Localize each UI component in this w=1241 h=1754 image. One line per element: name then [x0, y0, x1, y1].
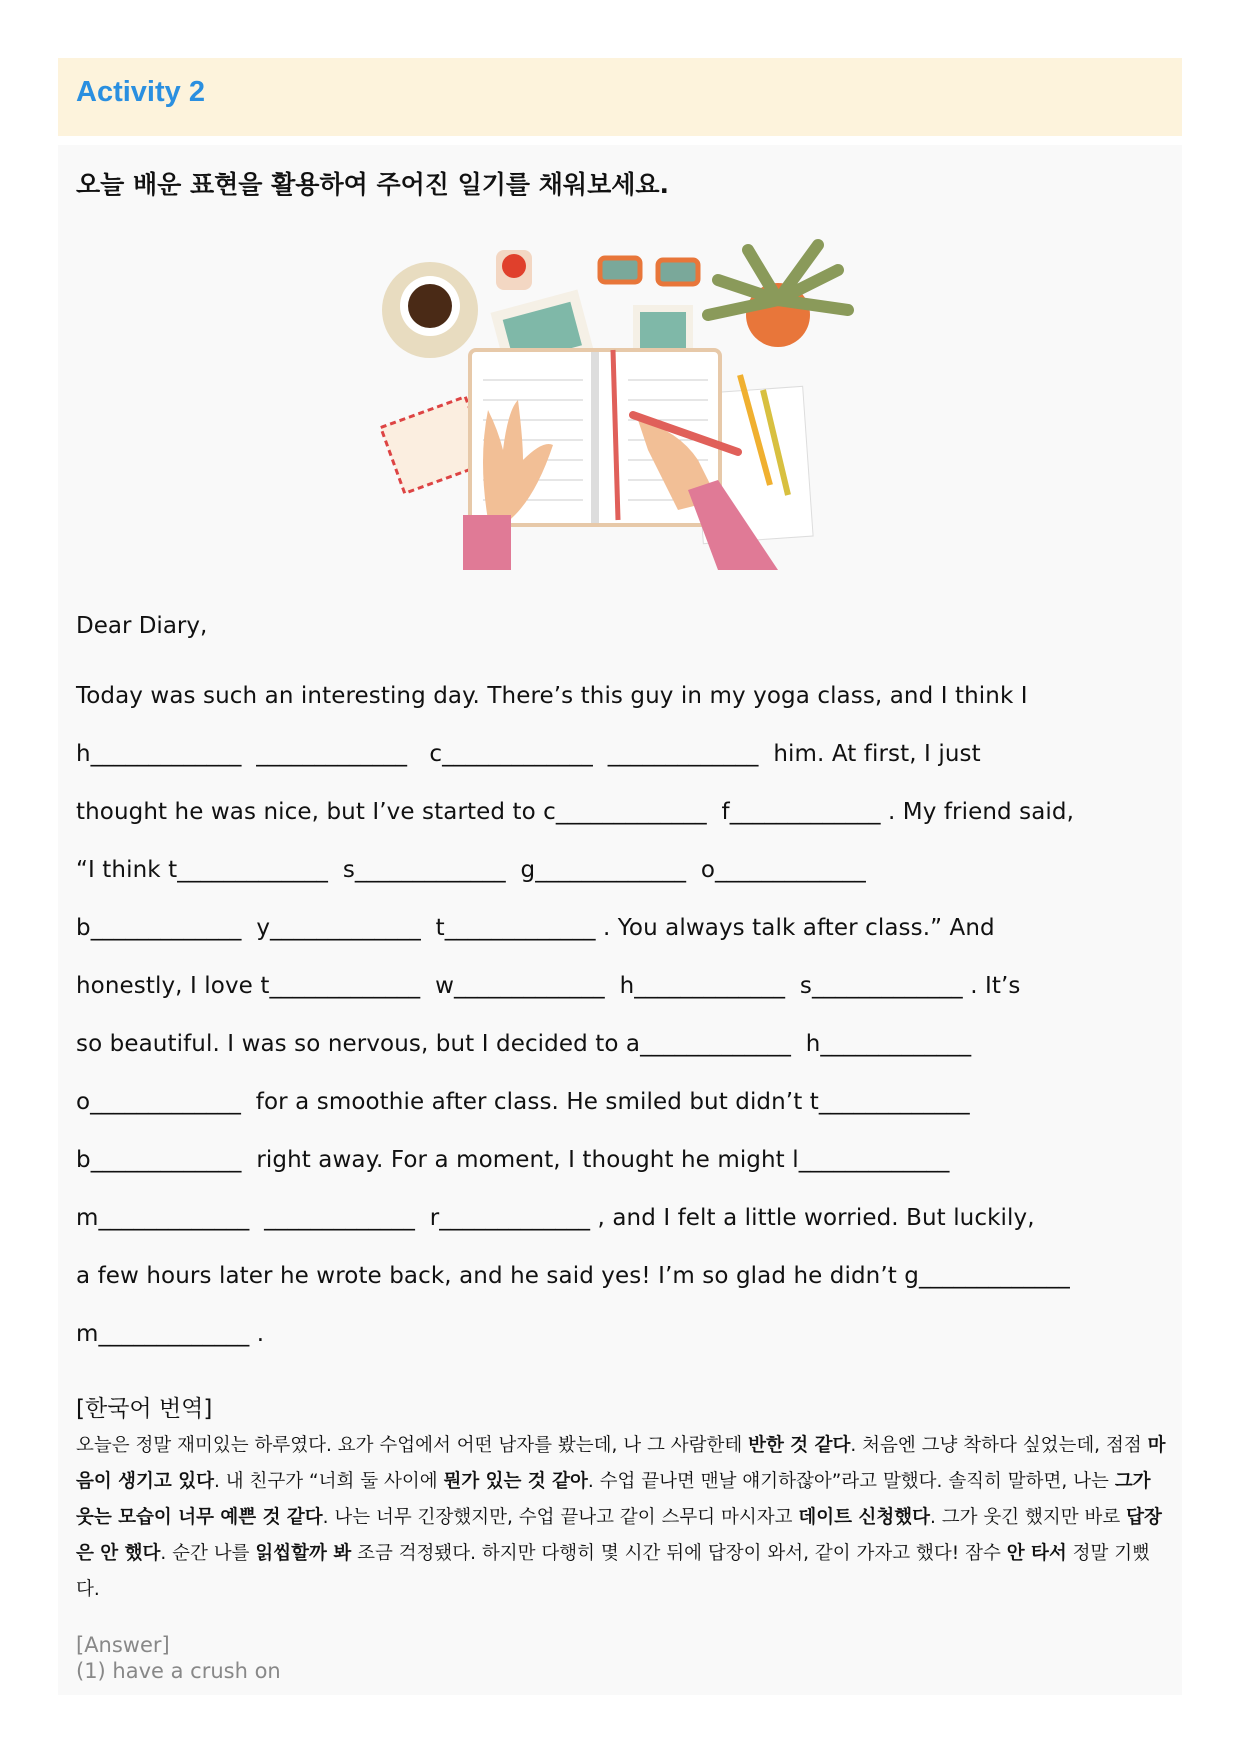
coffee-icon	[408, 284, 452, 328]
diary-greeting: Dear Diary,	[76, 613, 208, 639]
diary-line: h_____________ _____________ c_____________ _____________ him. At first, I just	[76, 741, 981, 767]
translation-text: . 순간 나를	[160, 1543, 256, 1564]
diary-writing-illustration	[368, 230, 868, 590]
highlighted-expression: 반한 것 같다	[748, 1435, 851, 1456]
diary-line: “I think t_____________ s_____________ g_____________ o_____________	[76, 857, 866, 883]
diary-line: thought he was nice, but I’ve started to c_____________ f_____________ . My friend said,	[76, 799, 1075, 825]
activity-header	[58, 58, 1182, 136]
translation-text: . 그가 웃긴 했지만 바로	[929, 1507, 1127, 1528]
diary-fill-in-text	[76, 683, 1176, 1379]
answer-item: (1) have a crush on	[76, 1659, 281, 1683]
sunglasses-icon	[600, 258, 640, 282]
translation-text: . 나는 너무 긴장했지만, 수업 끝나고 같이 스무디 마시자고	[322, 1507, 799, 1528]
highlighted-expression: 그가 웃는 모습이 너무 예쁜 것 같다	[76, 1471, 1151, 1528]
diary-line: honestly, I love t_____________ w_____________ h_____________ s_____________ . It’s	[76, 973, 1021, 999]
diary-line: b_____________ right away. For a moment, I thought he might l_____________	[76, 1147, 950, 1173]
translation-text: 정말 기뻤다.	[76, 1543, 1151, 1600]
instruction: 오늘 배운 표현을 활용하여 주어진 일기를 채워보세요.	[76, 170, 670, 199]
highlighted-expression: 답장은 안 했다	[76, 1507, 1162, 1564]
candle-icon	[502, 254, 526, 278]
translation-text: 오늘은 정말 재미있는 하루였다. 요가 수업에서 어떤 남자를 봤는데, 나 그 사람한테	[76, 1435, 749, 1456]
translation-text: . 처음엔 그냥 착하다 싶었는데, 점점	[850, 1435, 1148, 1456]
diary-line: b_____________ y_____________ t_____________ . You always talk after class.” And	[76, 915, 995, 941]
answer-heading: [Answer]	[76, 1633, 170, 1657]
translation-text: 조금 걱정됐다. 하지만 다행히 몇 시간 뒤에 답장이 와서, 같이 가자고 했다! 잠수	[351, 1543, 1007, 1564]
highlighted-expression: 읽씹할까 봐	[255, 1543, 352, 1564]
highlighted-expression: 마음이 생기고 있다	[76, 1435, 1166, 1492]
diary-line: o_____________ for a smoothie after class. He smiled but didn’t t_____________	[76, 1089, 970, 1115]
activity-card	[58, 145, 1182, 1695]
highlighted-expression: 안 타서	[1006, 1543, 1067, 1564]
diary-line: m_____________ .	[76, 1321, 265, 1347]
korean-translation	[76, 1428, 1166, 1608]
highlighted-expression: 뭔가 있는 것 같아	[443, 1471, 588, 1492]
translation-text: . 수업 끝나면 맨날 얘기하잖아”라고 말했다. 솔직히 말하면, 나는	[587, 1471, 1115, 1492]
diary-line: a few hours later he wrote back, and he said yes! I’m so glad he didn’t g_____________	[76, 1263, 1070, 1289]
answer-section	[76, 1632, 281, 1684]
highlighted-expression: 데이트 신청했다	[798, 1507, 930, 1528]
diary-line: so beautiful. I was so nervous, but I decided to a_____________ h_____________	[76, 1031, 972, 1057]
translation-heading: [한국어 번역]	[76, 1396, 213, 1422]
activity-title: Activity 2	[76, 76, 205, 108]
diary-line: m_____________ _____________ r_____________ , and I felt a little worried. But luckily,	[76, 1205, 1035, 1231]
translation-text: . 내 친구가 “너희 둘 사이에	[213, 1471, 444, 1492]
diary-line: Today was such an interesting day. There’s this guy in my yoga class, and I think I	[76, 683, 1028, 709]
